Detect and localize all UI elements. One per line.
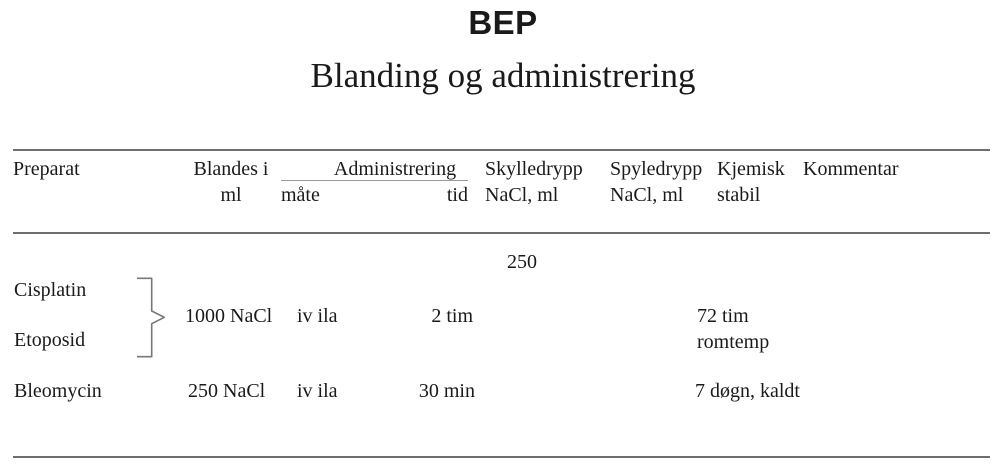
header-spyledrypp-line1: Spyledrypp bbox=[610, 158, 703, 180]
cell-kjemisk-bleomycin: 7 døgn, kaldt bbox=[695, 380, 800, 402]
header-kjemisk bbox=[717, 156, 785, 208]
cell-kjemisk-cisplatin-etoposid-line1: 72 tim bbox=[697, 305, 749, 327]
cell-tid-cisplatin-etoposid: 2 tim bbox=[431, 305, 473, 327]
table-top-rule bbox=[13, 149, 990, 151]
header-blandes bbox=[185, 156, 277, 208]
cell-drug-bleomycin: Bleomycin bbox=[14, 380, 102, 402]
table-header-rule bbox=[13, 232, 990, 234]
cell-blandes-cisplatin-etoposid: 1000 NaCl bbox=[185, 305, 273, 327]
cell-mate-cisplatin-etoposid: iv ila bbox=[297, 305, 338, 327]
header-administrering: Administrering bbox=[333, 158, 457, 180]
cell-drug-cisplatin: Cisplatin bbox=[14, 279, 87, 301]
cell-tid-bleomycin: 30 min bbox=[418, 380, 475, 402]
cell-kjemisk-cisplatin-etoposid-line2: romtemp bbox=[697, 331, 770, 353]
header-skylledrypp-line2: NaCl, ml bbox=[485, 184, 559, 206]
table-bottom-rule bbox=[13, 456, 990, 458]
group-brace-icon bbox=[130, 270, 175, 365]
header-kjemisk-line1: Kjemisk bbox=[717, 158, 785, 180]
page-subtitle: Blanding og administrering bbox=[310, 56, 696, 95]
header-tid: tid bbox=[446, 184, 468, 206]
header-blandes-line2: ml bbox=[220, 184, 242, 206]
header-spyledrypp bbox=[610, 156, 702, 208]
cell-mate-bleomycin: iv ila bbox=[297, 380, 338, 402]
header-kjemisk-line2: stabil bbox=[717, 184, 761, 206]
header-spyledrypp-line2: NaCl, ml bbox=[610, 184, 684, 206]
header-kommentar: Kommentar bbox=[803, 158, 899, 180]
cell-blandes-bleomycin: 250 NaCl bbox=[188, 380, 266, 402]
header-skylledrypp bbox=[485, 156, 583, 208]
header-mate: måte bbox=[281, 184, 320, 206]
header-blandes-line1: Blandes i bbox=[193, 158, 269, 180]
header-skylledrypp-line1: Skylledrypp bbox=[485, 158, 583, 180]
cell-skylledrypp-shared: 250 bbox=[507, 251, 537, 273]
cell-drug-etoposid: Etoposid bbox=[14, 329, 86, 351]
page-title: BEP bbox=[468, 4, 538, 41]
header-preparat: Preparat bbox=[13, 158, 80, 180]
